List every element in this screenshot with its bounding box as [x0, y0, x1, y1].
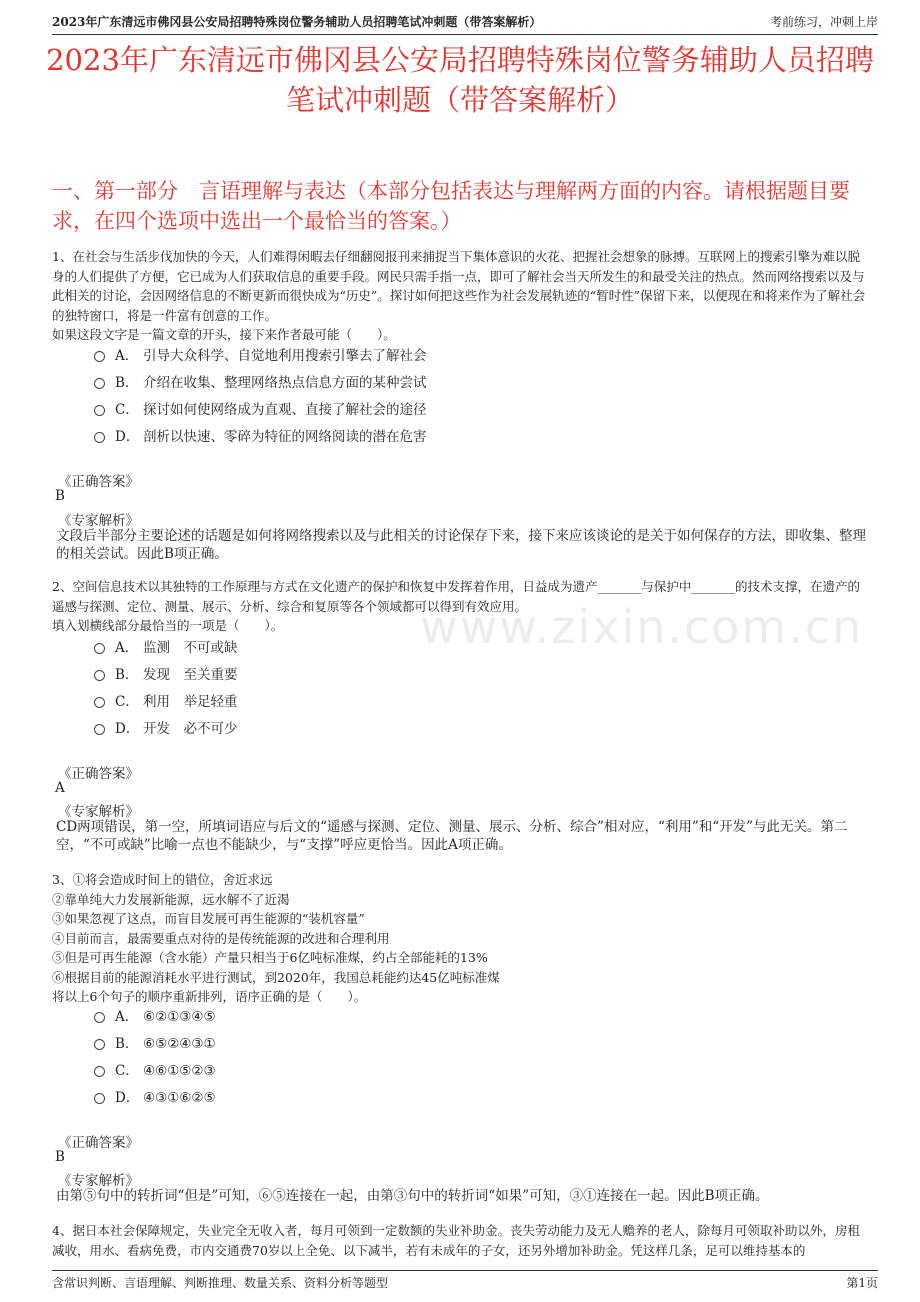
- option-b[interactable]: B． 介绍在收集、整理网络热点信息方面的某种尝试: [94, 373, 427, 393]
- option-b[interactable]: B． ⑥⑤②④③①: [94, 1034, 216, 1054]
- explanation: 由第⑤句中的转折词“但是”可知，⑥⑤连接在一起，由第③句中的转折词“如果”可知，③①连接在一起。因此B项正确。: [56, 1188, 769, 1204]
- question-line: ⑥根据目前的能源消耗水平进行测试，到2020年，我国总耗能约达45亿吨标准煤: [52, 969, 500, 985]
- answer-label: 《正确答案》: [58, 766, 139, 782]
- radio-icon[interactable]: [94, 1012, 105, 1023]
- answer-value: A: [55, 780, 65, 796]
- explanation: 文段后半部分主要论述的话题是如何将网络搜索以及与此相关的讨论保存下来，接下来应该谈论的是关于如何保存的方法，即收集、整理的相关尝试。因此B项正确。: [56, 528, 866, 562]
- question-line: 3、①将会造成时间上的错位，舍近求远: [52, 872, 273, 887]
- answer-value: B: [55, 1149, 65, 1165]
- expert-label: 《专家解析》: [58, 513, 139, 529]
- answer-value: B: [55, 488, 65, 504]
- question-2: [52, 577, 868, 636]
- option-a[interactable]: A． 监测 不可或缺: [94, 638, 238, 658]
- option-c[interactable]: C． ④⑥①⑤②③: [94, 1061, 216, 1081]
- radio-icon[interactable]: [94, 378, 105, 389]
- question-line: ③如果忽视了这点，而盲目发展可再生能源的“装机容量”: [52, 911, 365, 926]
- option-a[interactable]: A． 引导大众科学、自觉地利用搜索引擎去了解社会: [94, 346, 427, 366]
- radio-icon[interactable]: [94, 351, 105, 362]
- radio-icon[interactable]: [94, 1093, 105, 1104]
- question-3: [52, 870, 868, 1007]
- option-a[interactable]: A． ⑥②①③④⑤: [94, 1007, 216, 1027]
- question-stem: 1、在社会与生活步伐加快的今天，人们难得闲暇去仔细翻阅报刊来捕捉当下集体意识的火花、把握社会想象的脉搏。互联网上的搜索引擎为难以脱身的人们提供了方便，它已成为人们获取信息的重要手段。网民只需手指一点，即可了解社会当天所发生的和最受关注的热点。然而网络搜索以及与此相关的讨论，会因网络信息的不断更新而很快成为“历史”。探讨如何把这些作为社会发展轨迹的“暂时性”保留下来，以便现在和将来作为了解社会的独特窗口，将是一件富有创意的工作。: [52, 249, 866, 323]
- option-d[interactable]: D． 开发 必不可少: [94, 719, 238, 739]
- radio-icon[interactable]: [94, 697, 105, 708]
- question-1: [52, 247, 868, 345]
- radio-icon[interactable]: [94, 670, 105, 681]
- page-footer: [52, 1270, 878, 1291]
- radio-icon[interactable]: [94, 724, 105, 735]
- footer-description: 含常识判断、言语理解、判断推理、数量关系、资料分析等题型: [52, 1276, 389, 1290]
- option-c[interactable]: C． 利用 举足轻重: [94, 692, 238, 712]
- section-heading: 一、第一部分 言语理解与表达（本部分包括表达与理解两方面的内容。请根据题目要求，在四个选项中选出一个最恰当的答案。）: [52, 179, 850, 233]
- header-slogan: 考前练习，冲刺上岸: [769, 15, 878, 29]
- question-prompt: 将以上6个句子的顺序重新排列，语序正确的是（ ）。: [52, 989, 367, 1004]
- radio-icon[interactable]: [94, 1066, 105, 1077]
- option-d[interactable]: D． ④③①⑥②⑤: [94, 1088, 216, 1108]
- expert-label: 《专家解析》: [58, 804, 139, 820]
- watermark: www.zixin.com.cn: [420, 600, 864, 654]
- answer-label: 《正确答案》: [58, 1135, 139, 1151]
- question-line: ④目前而言，最需要重点对待的是传统能源的改进和合理利用: [52, 930, 390, 946]
- option-d[interactable]: D． 剖析以快速、零碎为特征的网络阅读的潜在危害: [94, 427, 427, 447]
- radio-icon[interactable]: [94, 432, 105, 443]
- page-title: 2023年广东清远市佛冈县公安局招聘特殊岗位警务辅助人员招聘笔试冲刺题（带答案解析）: [46, 43, 874, 117]
- expert-label: 《专家解析》: [58, 1173, 139, 1189]
- radio-icon[interactable]: [94, 643, 105, 654]
- page-number: 第1页: [846, 1276, 878, 1290]
- question-prompt: 填入划横线部分最恰当的一项是（ ）。: [52, 618, 284, 633]
- radio-icon[interactable]: [94, 1039, 105, 1050]
- question-prompt: 如果这段文字是一篇文章的开头，接下来作者最可能（ ）。: [52, 327, 396, 342]
- question-line: ⑤但是可再生能源（含水能）产量只相当于6亿吨标准煤，约占全部能耗的13%: [52, 950, 488, 965]
- radio-icon[interactable]: [94, 405, 105, 416]
- explanation: CD两项错误，第一空，所填词语应与后文的“遥感与探测、定位、测量、展示、分析、综合”相对应，“利用”和“开发”与此无关。第二空，“不可或缺”比喻一点也不能缺少，与“支撑”呼应更恰当。因此A项正确。: [56, 819, 848, 853]
- question-stem: 4、据日本社会保障规定，失业完全无收入者，每月可领到一定数额的失业补助金。丧失劳动能力及无人赡养的老人，除每月可领取补助以外，房租减收，用水、看病免费，市内交通费70岁以上全免、以下减半，若有未成年的子女，还另外增加补助金。凭这样几条，足可以维持基本的: [52, 1223, 860, 1258]
- question-4: [52, 1221, 868, 1260]
- question-line: ②靠单纯大力发展新能源，远水解不了近渴: [52, 891, 290, 907]
- page-header: [52, 0, 878, 35]
- question-stem: 2、空间信息技术以其独特的工作原理与方式在文化遗产的保护和恢复中发挥着作用，日益成为遗产_______与保护中_______的技术支撑，在遗产的遥感与探测、定位、测量、展示、分析、综合和复原等各个领域都可以得到有效应用。: [52, 579, 860, 614]
- answer-label: 《正确答案》: [58, 474, 139, 490]
- header-doc-title: 2023年广东清远市佛冈县公安局招聘特殊岗位警务辅助人员招聘笔试冲刺题（带答案解析）: [52, 15, 542, 29]
- option-c[interactable]: C． 探讨如何使网络成为直观、直接了解社会的途径: [94, 400, 427, 420]
- option-b[interactable]: B． 发现 至关重要: [94, 665, 238, 685]
